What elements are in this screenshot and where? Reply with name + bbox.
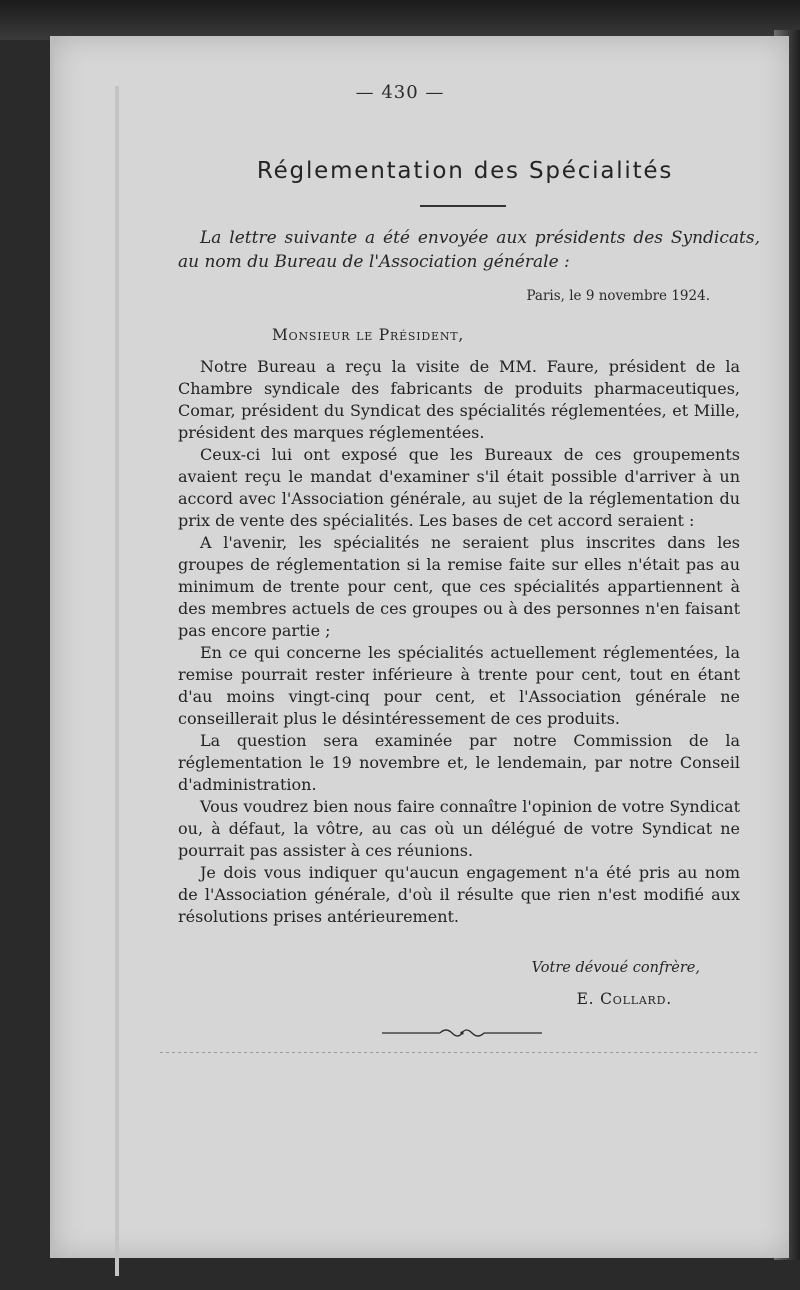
letter-dateline: Paris, le 9 novembre 1924. [526,288,710,304]
body-paragraph: La question sera examinée par notre Commission de la réglementation le 19 novembre et, le lendemain, par notre Conseil d'administration. [178,731,740,794]
scanner-backdrop [0,0,800,40]
body-paragraph: Je dois vous indiquer qu'aucun engagement n'a été pris au nom de l'Association générale, d'où il résulte que rien n'est modifié aux résolutions prises antérieurement. [178,863,740,926]
bottom-dotted-rule [160,1052,760,1053]
letter-signature: E. Collard. [576,990,672,1008]
body-paragraph: A l'avenir, les spécialités ne seraient plus inscrites dans les groupes de réglementation si la remise faite sur elles n'était pas au minimum de trente pour cent, que ces spécialités appartiennent à des membres actuels de ces groupes ou à des personnes n'en faisant pas encore partie ; [178,533,740,640]
body-paragraph: En ce qui concerne les spécialités actuellement réglementées, la remise pourrait rester inférieure à trente pour cent, tout en étant d'au moins vingt-cinq pour cent, et l'Association générale ne conseillerait plus le désintéressement de ces produits. [178,643,740,728]
fleuron-ornament-icon [382,1024,542,1042]
letter-salutation: Monsieur le Président, [272,326,465,344]
body-paragraph: Vous voudrez bien nous faire connaître l'opinion de votre Syndicat ou, à défaut, la vôtre, au cas où un délégué de votre Syndicat ne pourrait pas assister à ces réunions. [178,797,740,860]
article-title: Réglementation des Spécialités [256,158,674,184]
body-paragraph: Ceux-ci lui ont exposé que les Bureaux de ces groupements avaient reçu le mandat d'examiner s'il était possible d'arriver à un accord avec l'Association générale, au sujet de la réglementation du prix de vente des spécialités. Les bases de cet accord seraient : [178,445,740,530]
letter-closing: Votre dévoué confrère, [531,960,700,976]
page-fold-line [115,86,119,1276]
page-number: — 430 — [355,82,445,103]
title-rule [420,205,506,207]
letter-body [178,356,740,928]
body-paragraph: Notre Bureau a reçu la visite de MM. Faure, président de la Chambre syndicale des fabricants de produits pharmaceutiques, Comar, président du Syndicat des spécialités réglementées, et Mille, président des marques réglementées. [178,357,740,442]
intro-text: La lettre suivante a été envoyée aux présidents des Syndicats, au nom du Bureau de l'Association générale : [178,228,760,272]
